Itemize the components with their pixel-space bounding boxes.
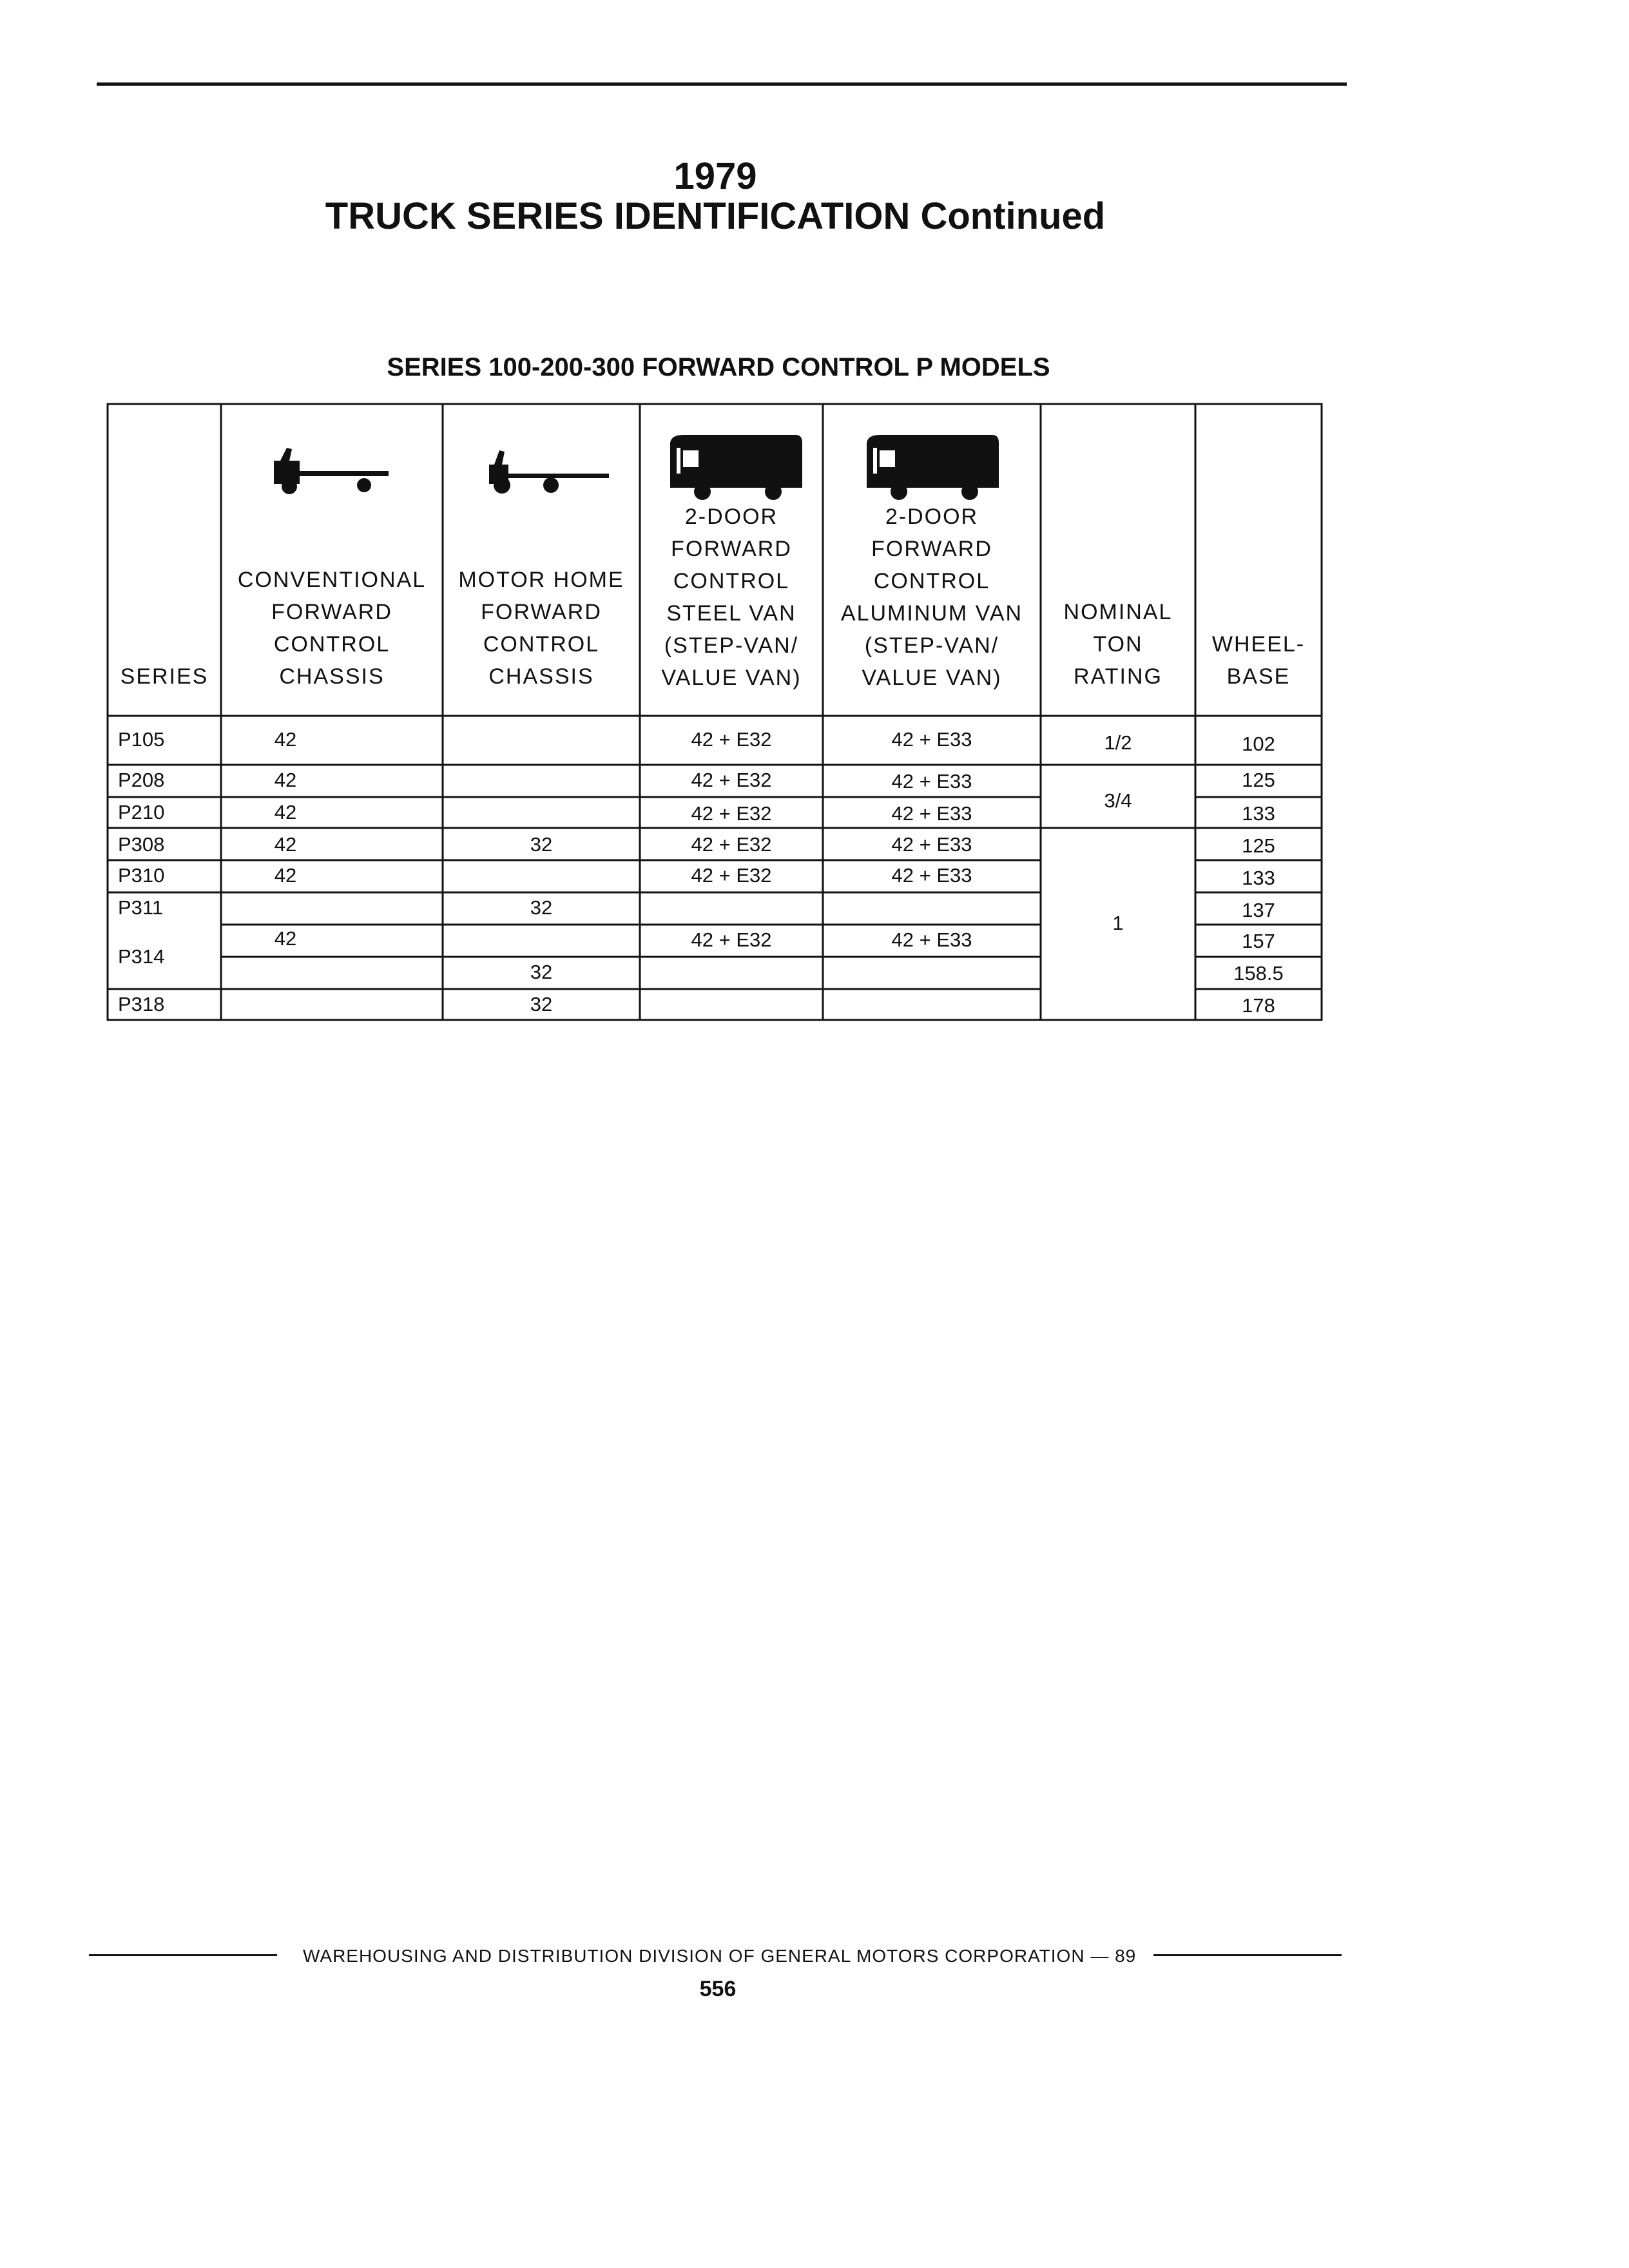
cell-wheelbase: 158.5 [1233,962,1284,985]
top-rule [97,82,1347,86]
cell-motor-home: 32 [530,961,553,983]
footer-rule-left [89,1954,277,1956]
header-motor-home: MOTOR HOME FORWARD CONTROL CHASSIS [458,568,624,689]
chassis-cab-icon [261,441,403,499]
cell-ton-rating: 3/4 [1104,789,1132,812]
cell-conventional: 42 [274,833,297,856]
cell-series: P105 [118,728,165,751]
cell-steel-van: 42 + E32 [691,864,772,887]
header-ton-rating: NOMINAL TON RATING [1063,600,1173,689]
cell-steel-van: 42 + E32 [691,769,772,791]
footer-rule-right [1153,1954,1342,1956]
cell-conventional: 42 [274,769,297,791]
cell-wheelbase: 133 [1242,802,1275,825]
cell-series: P311 [118,896,164,919]
cell-conventional: 42 [274,864,297,887]
header-steel-van: 2-DOOR FORWARD CONTROL STEEL VAN (STEP-VAN/ VALUE VAN) [661,505,802,690]
cell-conventional: 42 [274,927,297,950]
cell-series: P318 [118,993,165,1015]
cell-wheelbase: 125 [1242,769,1275,791]
cell-wheelbase: 178 [1242,994,1275,1017]
cell-ton-rating: 1/2 [1104,731,1132,754]
cell-wheelbase: 133 [1242,867,1275,889]
header-series: SERIES [120,664,209,689]
series-table [106,403,1324,1023]
cell-series: P210 [118,801,165,823]
cell-series: P208 [118,769,165,791]
cell-steel-van: 42 + E32 [691,833,772,856]
cell-steel-van: 42 + E32 [691,802,772,825]
cell-ton-rating: 1 [1112,912,1124,934]
cell-motor-home: 32 [530,833,553,856]
page-year: 1979 [673,155,757,197]
cell-wheelbase: 137 [1242,899,1275,921]
cell-conventional: 42 [274,801,297,823]
cell-motor-home: 32 [530,993,553,1015]
footer-text: WAREHOUSING AND DISTRIBUTION DIVISION OF GENERAL MOTORS CORPORATION — 89 [303,1946,1137,1966]
step-van-icon [854,428,1008,506]
cell-aluminum-van: 42 + E33 [891,833,972,856]
table-title: SERIES 100-200-300 FORWARD CONTROL P MODELS [387,353,1050,381]
cell-conventional: 42 [274,728,297,751]
cell-aluminum-van: 42 + E33 [891,864,972,887]
cell-steel-van: 42 + E32 [691,728,772,751]
step-van-icon [657,428,812,506]
header-aluminum-van: 2-DOOR FORWARD CONTROL ALUMINUM VAN (STEP-VAN/ VALUE VAN) [840,505,1023,690]
cell-steel-van: 42 + E32 [691,928,772,951]
cell-wheelbase: 102 [1242,733,1275,755]
cell-series: P308 [118,833,165,856]
cell-series: P310 [118,864,165,887]
cell-aluminum-van: 42 + E33 [891,770,972,793]
cell-aluminum-van: 42 + E33 [891,728,972,751]
cell-series: P314 [118,945,165,968]
cell-aluminum-van: 42 + E33 [891,928,972,951]
motor-home-chassis-icon [480,443,622,501]
page-number: 556 [699,1977,737,2001]
cell-wheelbase: 125 [1242,834,1275,857]
cell-motor-home: 32 [530,896,553,919]
header-conventional: CONVENTIONAL FORWARD CONTROL CHASSIS [237,568,427,689]
page-title: TRUCK SERIES IDENTIFICATION Continued [325,195,1106,237]
cell-wheelbase: 157 [1242,930,1275,952]
cell-aluminum-van: 42 + E33 [891,802,972,825]
header-wheelbase: WHEEL- BASE [1211,632,1306,689]
